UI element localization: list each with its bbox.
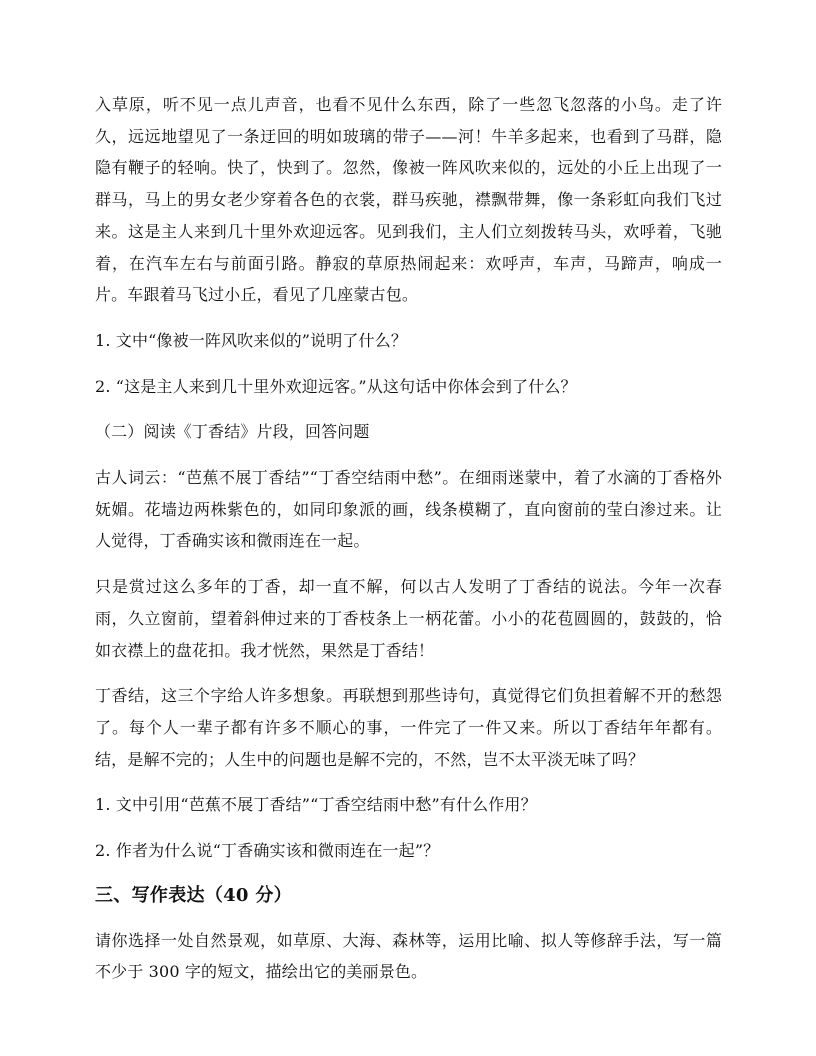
section-2-heading: （二）阅读《丁香结》片段，回答问题 xyxy=(95,422,370,442)
passage-clove-paragraph-2: 只是赏过这么多年的丁香，却一直不解，何以古人发明了丁香结的说法。今年一次春雨，久立窗前，望着斜伸过来的丁香枝条上一柄花蕾。小小的花苞圆圆的，鼓鼓的，恰如衣襟上的盘花扣。我才恍然，果然是丁香结！ xyxy=(95,577,722,660)
question-2-2: 2. 作者为什么说“丁香确实该和微雨连在一起”？ xyxy=(95,841,440,861)
section-3-title xyxy=(95,880,722,912)
question-2-1: 1. 文中引用“芭蕉不展丁香结”“丁香空结雨中愁”有什么作用？ xyxy=(95,795,537,815)
writing-prompt: 请你选择一处自然景观，如草原、大海、森林等，运用比喻、拟人等修辞手法，写一篇不少于 300 字的短文，描绘出它的美丽景色。 xyxy=(95,930,722,982)
page-content xyxy=(95,89,722,988)
question-1-1: 1. 文中“像被一阵风吹来似的”说明了什么？ xyxy=(95,330,408,350)
section-3-title-text: 三、写作表达 xyxy=(95,884,205,906)
passage-grassland: 入草原，听不见一点儿声音，也看不见什么东西，除了一些忽飞忽落的小鸟。走了许久，远远地望见了一条迂回的明如玻璃的带子——河！牛羊多起来，也看到了马群，隐隐有鞭子的轻响。快了，快到了。忽然，像被一阵风吹来似的，远处的小丘上出现了一群马，马上的男女老少穿着各色的衣裳，群马疾驰，襟飘带舞，像一条彩虹向我们飞过来。这是主人来到几十里外欢迎远客。见到我们，主人们立刻拨转马头，欢呼着，飞驰着，在汽车左右与前面引路。静寂的草原热闹起来：欢呼声，车声，马蹄声，响成一片。车跟着马飞过小丘，看见了几座蒙古包。 xyxy=(95,95,722,305)
passage-clove-paragraph-1: 古人词云：“芭蕉不展丁香结”“丁香空结雨中愁”。在细雨迷蒙中，着了水滴的丁香格外妩媚。花墙边两株紫色的，如同印象派的画，线条模糊了，直向窗前的莹白渗过来。让人觉得，丁香确实该和微雨连在一起。 xyxy=(95,468,722,551)
question-1-2: 2. “这是主人来到几十里外欢迎远客。”从这句话中你体会到了什么？ xyxy=(95,376,577,396)
passage-clove-paragraph-3: 丁香结，这三个字给人许多想象。再联想到那些诗句，真觉得它们负担着解不开的愁怨了。每个人一辈子都有许多不顺心的事，一件完了一件又来。所以丁香结年年都有。结，是解不完的；人生中的问题也是解不完的，不然，岂不太平淡无味了吗？ xyxy=(95,686,722,769)
section-3-score: （40 分） xyxy=(204,884,292,906)
